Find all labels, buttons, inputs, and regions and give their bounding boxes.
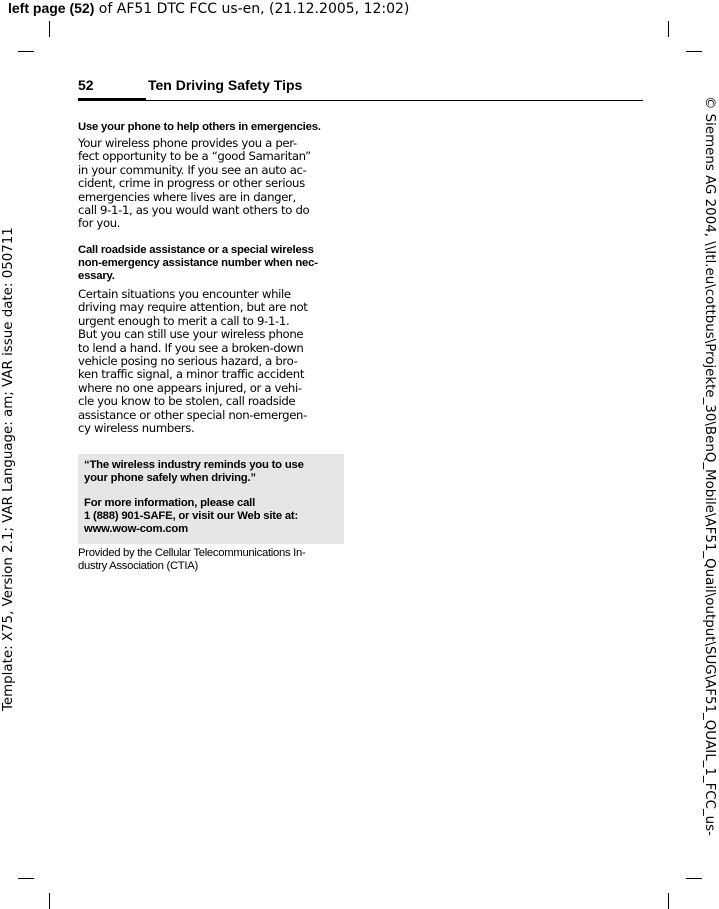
body-line: where no one appears injured, or a vehi- — [78, 380, 302, 395]
proof-header-file-info: of AF51 DTC FCC us-en, (21.12.2005, 12:02) — [94, 1, 410, 17]
body-line: Certain situations you encounter while — [78, 287, 291, 301]
body-line: for you. — [78, 216, 121, 231]
crop-mark — [686, 51, 702, 52]
crop-mark — [49, 893, 50, 909]
body-line: to lend a hand. If you see a broken-down — [78, 340, 304, 355]
header-rule-thick — [78, 98, 146, 101]
page-number: 52 — [78, 77, 94, 93]
body-line: call 9-1-1, as you would want others to do — [78, 203, 310, 218]
header-rule-thin — [146, 100, 643, 101]
section-body-roadside — [78, 288, 345, 435]
crop-mark — [18, 51, 34, 52]
source-caption: Provided by the Cellular Telecommunications In- dustry Association (CTIA) — [78, 547, 306, 572]
contact-info-text: For more information, please call 1 (888) 901-SAFE, or visit our Web site at: www.wow-com.com — [84, 497, 299, 535]
crop-mark — [668, 21, 669, 37]
crop-mark — [18, 878, 34, 879]
crop-mark — [49, 21, 50, 37]
body-line: urgent enough to merit a call to 9-1-1. — [78, 313, 290, 328]
section-heading-roadside: Call roadside assistance or a special wireless non-emergency assistance number when nec- essary. — [78, 244, 318, 282]
quote-text: “The wireless industry reminds you to use your phone safely when driving.” — [84, 459, 304, 484]
body-line: assistance or other special non-emergen- — [78, 407, 307, 422]
body-line: cy wireless numbers. — [78, 421, 195, 436]
body-line: fect opportunity to be a “good Samaritan” — [78, 149, 311, 164]
body-line: emergencies where lives are in danger, — [78, 189, 296, 204]
body-line: driving may require attention, but are not — [78, 300, 308, 315]
proof-header-page-label: left page (52) — [8, 0, 95, 16]
section-body-emergencies — [78, 137, 345, 231]
section-heading-emergencies: Use your phone to help others in emergencies. — [78, 121, 321, 133]
body-line: vehicle posing no serious hazard, a bro- — [78, 354, 298, 369]
crop-mark — [668, 893, 669, 909]
body-line: But you can still use your wireless phone — [78, 327, 304, 342]
body-line: cident, crime in progress or other serious — [78, 176, 305, 191]
safety-quote-box — [78, 454, 344, 544]
body-line: Your wireless phone provides you a per- — [78, 136, 297, 150]
proof-header — [8, 0, 409, 17]
template-info-vertical: Template: X75, Version 2.1; VAR Language: am; VAR issue date: 050711 — [1, 227, 16, 711]
page-title: Ten Driving Safety Tips — [148, 77, 303, 93]
body-line: in your community. If you see an auto ac- — [78, 162, 307, 177]
crop-mark — [686, 878, 702, 879]
body-line: ken traffic signal, a minor traffic accident — [78, 367, 305, 382]
body-line: cle you know to be stolen, call roadside — [78, 394, 296, 409]
copyright-path-vertical: © Siemens AG 2004, \\Itl.eu\cottbus\Projekte_30\BenQ_Mobile\AF51_Quail\output\SUG\AF51_QUAIL_1_FCC_us- — [702, 96, 717, 836]
